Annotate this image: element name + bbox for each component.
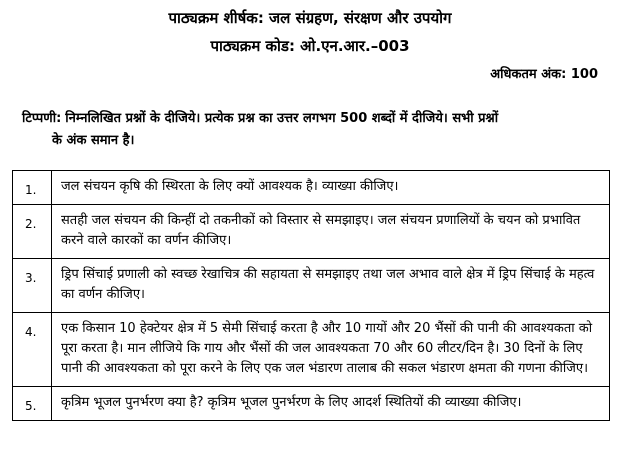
note-line-2: के अंक समान है। [52,133,135,148]
question-number: 5. [13,387,52,421]
question-row [13,171,610,205]
note-label: टिप्पणी: [22,111,62,126]
question-text: एक किसान 10 हेक्टेयर क्षेत्र में 5 सेमी सिंचाई करता है और 10 गायों और 20 भैंसों की पानी की आवश्यकता को पूरा करता है। मान लीजिये कि गाय और भैंसों की जल आवश्यकता 70 और 60 लीटर/दिन है। 30 दिनों के लिए पानी की आवश्यकता को पूरा करने के लिए एक जल भंडारण तालाब की सकल भंडारण क्षमता की गणना कीजिए। [52,313,610,387]
question-text: जल संचयन कृषि की स्थिरता के लिए क्यों आवश्यक है। व्याख्या कीजिए। [52,171,610,205]
course-title: पाठ्यक्रम शीर्षक: जल संग्रहण, संरक्षण और उपयोग [168,9,452,27]
question-row [13,313,610,387]
question-text: कृत्रिम भूजल पुनर्भरण क्या है? कृत्रिम भूजल पुनर्भरण के लिए आदर्श स्थितियों की व्याख्या कीजिए। [52,387,610,421]
question-text: सतही जल संचयन की किन्हीं दो तकनीकों को विस्तार से समझाइए। जल संचयन प्रणालियों के चयन को प्रभावित करने वाले कारकों का वर्णन कीजिए। [52,205,610,259]
question-number: 4. [13,313,52,387]
max-marks: अधिकतम अंक: 100 [490,67,598,82]
instructions-note [22,108,612,152]
note-line-1: निम्नलिखित प्रश्नों के दीजिये। प्रत्येक प्रश्न का उत्तर लगभग 500 शब्दों में दीजिये। सभी प्रश्नों [65,111,499,126]
question-number: 3. [13,259,52,313]
question-number: 2. [13,205,52,259]
question-row [13,205,610,259]
course-code: पाठ्यक्रम कोड: ओ.एन.आर.–003 [210,37,410,55]
question-text: ड्रिप सिंचाई प्रणाली को स्वच्छ रेखाचित्र की सहायता से समझाइए तथा जल अभाव वाले क्षेत्र में ड्रिप सिंचाई के महत्व का वर्णन कीजिए। [52,259,610,313]
question-row [13,387,610,421]
question-number: 1. [13,171,52,205]
question-row [13,259,610,313]
questions-table [12,170,610,421]
